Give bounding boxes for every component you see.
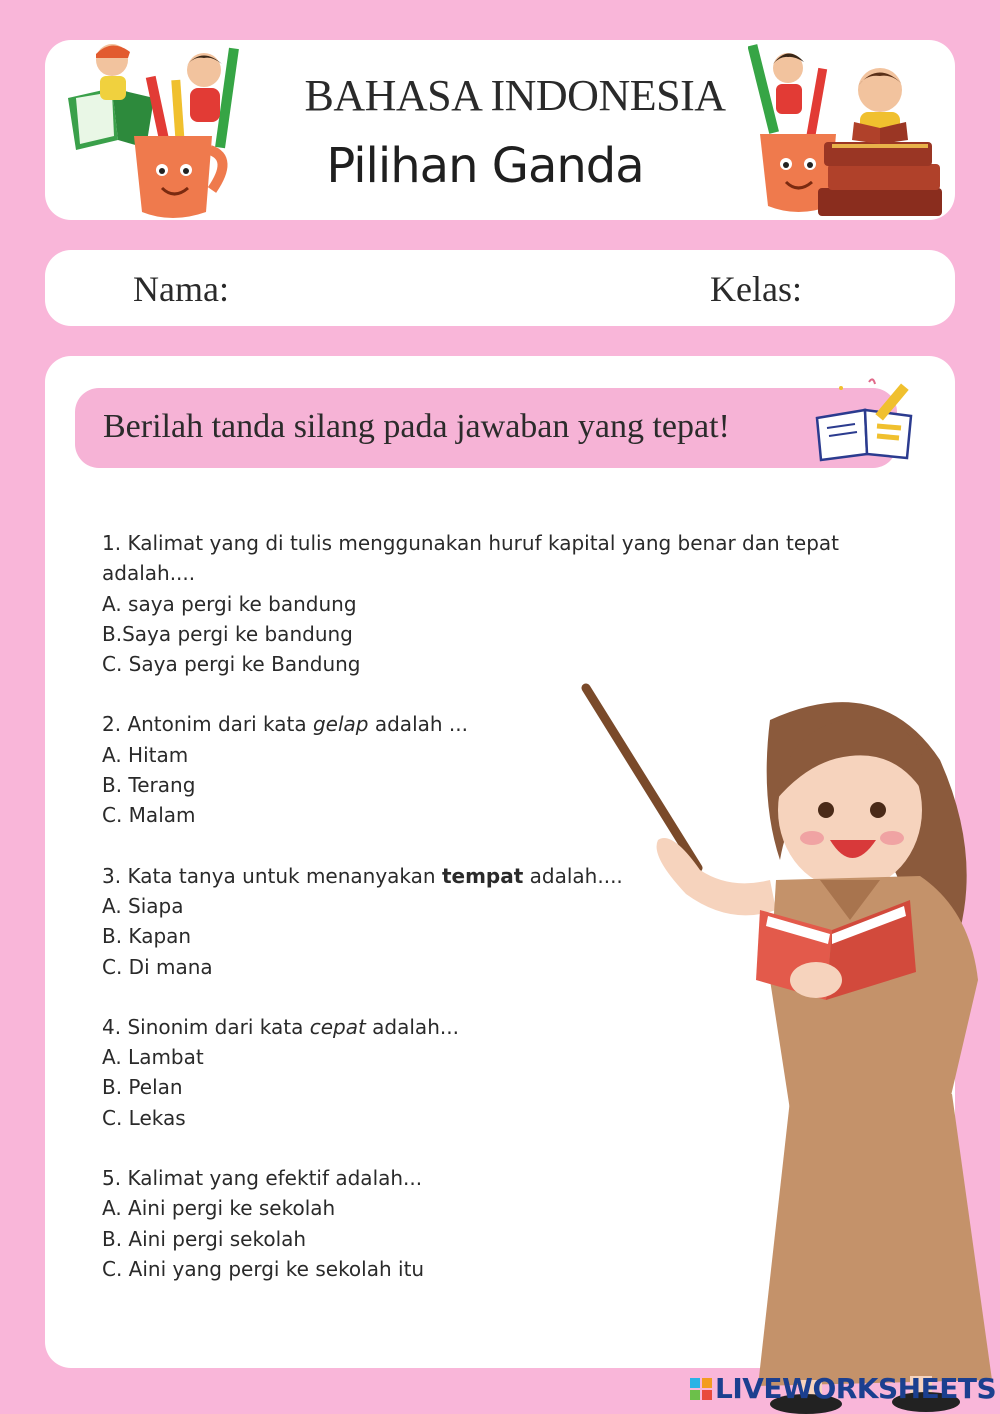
student-info-card xyxy=(45,250,955,326)
question-1-option-b[interactable]: B.Saya pergi ke bandung xyxy=(102,621,353,646)
question-5-option-b[interactable]: B. Aini pergi sekolah xyxy=(102,1226,307,1251)
question-3-option-a[interactable]: A. Siapa xyxy=(102,893,184,918)
question-2-keyword: gelap xyxy=(312,712,369,737)
question-2-option-a[interactable]: A. Hitam xyxy=(102,742,189,767)
liveworksheets-logo-icon xyxy=(690,1378,712,1400)
class-label: Kelas: xyxy=(710,269,802,309)
question-1-stem-line1: 1. Kalimat yang di tulis menggunakan huruf kapital yang benar dan tepat xyxy=(102,531,839,555)
instruction-banner xyxy=(75,388,897,468)
kid-reading-books-illustration xyxy=(748,38,948,224)
question-3-stem-text: 3. Kata tanya untuk menanyakan xyxy=(102,863,442,888)
question-4-option-c[interactable]: C. Lekas xyxy=(102,1105,186,1130)
question-1 xyxy=(102,528,882,679)
kids-pencil-mug-illustration xyxy=(62,40,252,222)
question-3-option-c[interactable]: C. Di mana xyxy=(102,954,213,979)
open-book-icon xyxy=(807,376,927,466)
worksheet-type-title: Pilihan Ganda xyxy=(326,138,644,194)
question-2-option-b[interactable]: B. Terang xyxy=(102,773,196,798)
question-3-stem-end: adalah.... xyxy=(523,863,623,888)
question-2-option-c[interactable]: C. Malam xyxy=(102,803,196,828)
liveworksheets-watermark xyxy=(690,1372,996,1405)
question-1-option-a[interactable]: A. saya pergi ke bandung xyxy=(102,591,357,616)
question-3-keyword: tempat xyxy=(441,863,524,888)
question-2-stem-text: 2. Antonim dari kata xyxy=(102,712,313,737)
instruction-text: Berilah tanda silang pada jawaban yang tepat! xyxy=(103,408,730,445)
question-5-option-c[interactable]: C. Aini yang pergi ke sekolah itu xyxy=(102,1256,425,1281)
question-4-option-b[interactable]: B. Pelan xyxy=(102,1075,183,1100)
question-1-stem-line2: adalah.... xyxy=(102,561,196,586)
name-label: Nama: xyxy=(133,269,229,309)
question-5-option-a[interactable]: A. Aini pergi ke sekolah xyxy=(102,1196,336,1221)
question-3-option-b[interactable]: B. Kapan xyxy=(102,924,192,949)
question-4-stem-end: adalah... xyxy=(365,1014,459,1039)
question-2-stem-end: adalah ... xyxy=(368,712,468,737)
question-5-stem: 5. Kalimat yang efektif adalah... xyxy=(102,1166,423,1191)
watermark-text: LIVEWORKSHEETS xyxy=(715,1372,997,1405)
question-4-option-a[interactable]: A. Lambat xyxy=(102,1045,204,1070)
question-4-stem-text: 4. Sinonim dari kata xyxy=(102,1014,310,1039)
teacher-with-pointer-illustration xyxy=(580,680,1000,1414)
question-4-keyword: cepat xyxy=(309,1014,366,1039)
question-1-option-c[interactable]: C. Saya pergi ke Bandung xyxy=(102,652,361,677)
subject-title: BAHASA INDONESIA xyxy=(304,71,726,120)
